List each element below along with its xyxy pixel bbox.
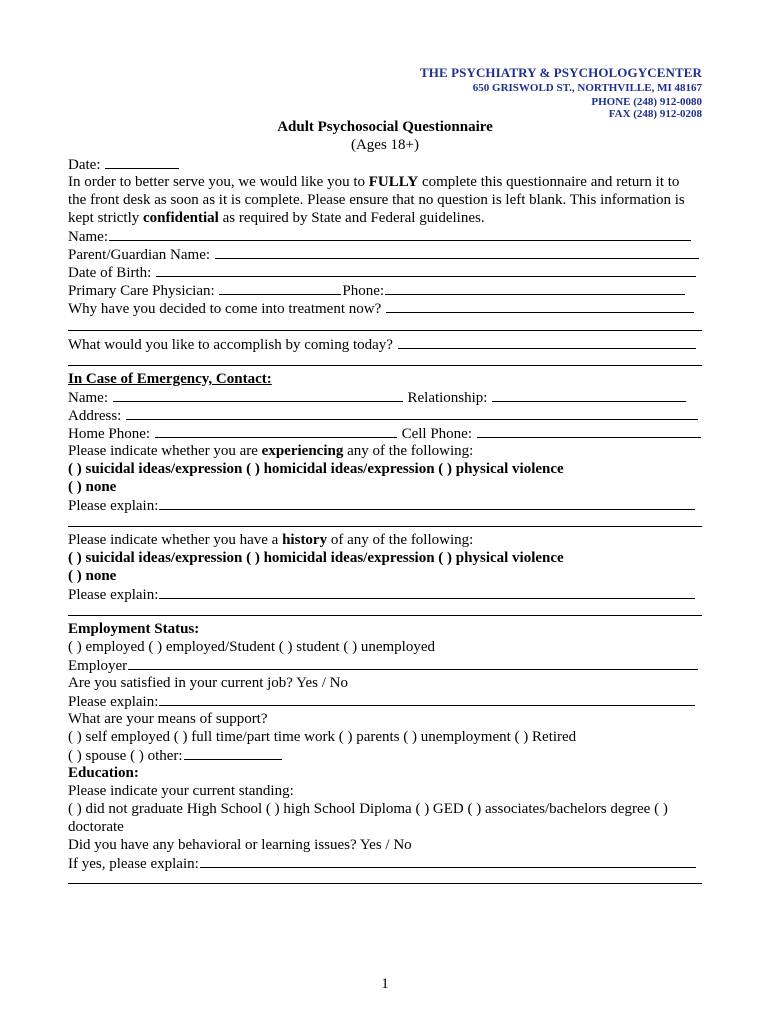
accomplish-line — [68, 335, 702, 353]
intro-text: as required by State and Federal guidelines. — [218, 210, 485, 226]
dob-label: Date of Birth: — [68, 265, 152, 281]
intro-text: kept strictly — [68, 210, 143, 226]
support-label: What are your means of support? — [68, 711, 268, 727]
experiencing-none-text: ( ) none — [68, 479, 117, 495]
history-none-option[interactable] — [68, 567, 702, 585]
emergency-name-line — [68, 388, 702, 406]
intro-line-1 — [68, 173, 702, 191]
physician-line — [68, 281, 702, 299]
experiencing-none-option[interactable] — [68, 478, 702, 496]
org-phone: PHONE (248) 912-0080 — [591, 96, 702, 108]
support-options-text: ( ) self employed ( ) full time/part time work ( ) parents ( ) unemployment ( ) Retired — [68, 729, 577, 745]
emergency-address-label: Address: — [68, 408, 122, 424]
employment-options[interactable] — [68, 638, 702, 656]
why-field[interactable] — [386, 299, 694, 313]
support-options-2[interactable] — [68, 746, 702, 764]
satisfied-text: Are you satisfied in your current job? Yes / No — [68, 675, 348, 691]
satisfied-line[interactable] — [68, 674, 702, 692]
name-field[interactable] — [109, 227, 691, 241]
emergency-address-line — [68, 406, 702, 424]
support-other-field[interactable] — [184, 746, 282, 760]
employment-options-text: ( ) employed ( ) employed/Student ( ) student ( ) unemployed — [68, 639, 435, 655]
form-title: Adult Psychosocial Questionnaire — [277, 119, 493, 135]
guardian-field[interactable] — [215, 245, 699, 259]
history-options-text: ( ) suicidal ideas/expression ( ) homicidal ideas/expression ( ) physical violence — [68, 550, 564, 566]
intro-text: In order to better serve you, we would like you to — [68, 174, 369, 190]
education-heading: Education: — [68, 765, 139, 781]
history-text: of any of the following: — [327, 532, 474, 548]
history-emphasis: history — [282, 532, 328, 548]
intro-emphasis: confidential — [143, 210, 219, 226]
relationship-label: Relationship: — [407, 390, 488, 406]
experiencing-emphasis: experiencing — [261, 443, 344, 459]
history-explain-label: Please explain: — [68, 587, 159, 603]
org-address: 650 GRISWOLD ST., NORTHVILLE, MI 48167 — [472, 82, 702, 94]
org-fax: FAX (248) 912-0208 — [608, 108, 702, 120]
education-options-text: doctorate — [68, 819, 124, 835]
accomplish-field-line-2[interactable] — [68, 365, 702, 366]
date-line — [68, 155, 702, 173]
education-options-1[interactable] — [68, 800, 702, 818]
accomplish-label: What would you like to accomplish by coming today? — [68, 337, 393, 353]
history-explain-field[interactable] — [159, 585, 695, 599]
dob-line — [68, 263, 702, 281]
form-subtitle: (Ages 18+) — [350, 137, 420, 153]
why-line — [68, 299, 702, 317]
standing-label: Please indicate your current standing: — [68, 783, 294, 799]
relationship-field[interactable] — [492, 388, 686, 402]
guardian-line — [68, 245, 702, 263]
date-field[interactable] — [105, 155, 179, 169]
standing-line — [68, 782, 702, 800]
cell-phone-label: Cell Phone: — [401, 426, 472, 442]
why-label: Why have you decided to come into treatment now? — [68, 301, 382, 317]
employment-explain-line — [68, 692, 702, 710]
home-phone-label: Home Phone: — [68, 426, 151, 442]
support-line — [68, 710, 702, 728]
physician-label: Primary Care Physician: — [68, 283, 215, 299]
emergency-heading: In Case of Emergency, Contact: — [68, 371, 272, 387]
employment-explain-field[interactable] — [159, 692, 695, 706]
physician-field[interactable] — [219, 281, 341, 295]
experiencing-options-text: ( ) suicidal ideas/expression ( ) homicidal ideas/expression ( ) physical violence — [68, 461, 564, 477]
emergency-heading-line — [68, 370, 702, 388]
history-none-text: ( ) none — [68, 568, 117, 584]
physician-phone-field[interactable] — [385, 281, 685, 295]
emergency-phone-line — [68, 424, 702, 442]
name-line — [68, 227, 702, 245]
employment-heading-line — [68, 620, 702, 638]
emergency-name-label: Name: — [68, 390, 108, 406]
experiencing-text: any of the following: — [343, 443, 474, 459]
physician-phone-label: Phone: — [342, 283, 385, 299]
accomplish-field[interactable] — [398, 335, 696, 349]
employment-heading: Employment Status: — [68, 621, 200, 637]
education-explain-line-2[interactable] — [68, 883, 702, 884]
intro-text: complete this questionnaire and return it to — [418, 174, 680, 190]
employer-label: Employer — [68, 658, 128, 674]
history-explain-line-2[interactable] — [68, 615, 702, 616]
intro-line-3 — [68, 209, 702, 227]
experiencing-explain-line — [68, 496, 702, 514]
education-options-text: ( ) did not graduate High School ( ) high School Diploma ( ) GED ( ) associates/bachelors degree ( ) — [68, 801, 668, 817]
education-options-2[interactable] — [68, 818, 702, 836]
page-number: 1 — [381, 976, 389, 992]
intro-emphasis: FULLY — [368, 174, 419, 190]
experiencing-explain-label: Please explain: — [68, 498, 159, 514]
education-explain-label: If yes, please explain: — [68, 856, 199, 872]
employer-line — [68, 656, 702, 674]
education-explain-line — [68, 854, 702, 872]
history-prompt — [68, 531, 702, 549]
experiencing-prompt — [68, 442, 702, 460]
history-options[interactable] — [68, 549, 702, 567]
guardian-label: Parent/Guardian Name: — [68, 247, 211, 263]
education-explain-field[interactable] — [200, 854, 696, 868]
cell-phone-field[interactable] — [477, 424, 701, 438]
experiencing-text: Please indicate whether you are — [68, 443, 262, 459]
intro-line-2 — [68, 191, 702, 209]
support-options-text: ( ) spouse ( ) other: — [68, 748, 183, 764]
emergency-address-field[interactable] — [126, 406, 698, 420]
employment-explain-label: Please explain: — [68, 694, 159, 710]
intro-text: the front desk as soon as it is complete. Please ensure that no question is left blank. This information is — [68, 192, 685, 208]
experiencing-explain-field[interactable] — [159, 496, 695, 510]
employer-field[interactable] — [128, 656, 698, 670]
experiencing-explain-line-2[interactable] — [68, 526, 702, 527]
dob-field[interactable] — [156, 263, 696, 277]
history-explain-line — [68, 585, 702, 603]
date-label: Date: — [68, 157, 101, 173]
history-text: Please indicate whether you have a — [68, 532, 283, 548]
education-heading-line — [68, 764, 702, 782]
name-label: Name: — [68, 229, 108, 245]
support-options-1[interactable] — [68, 728, 702, 746]
emergency-name-field[interactable] — [113, 388, 403, 402]
issues-line[interactable] — [68, 836, 702, 854]
why-field-line-2[interactable] — [68, 330, 702, 331]
home-phone-field[interactable] — [155, 424, 397, 438]
experiencing-options[interactable] — [68, 460, 702, 478]
issues-text: Did you have any behavioral or learning issues? Yes / No — [68, 837, 412, 853]
org-name: THE PSYCHIATRY & PSYCHOLOGYCENTER — [419, 65, 702, 80]
